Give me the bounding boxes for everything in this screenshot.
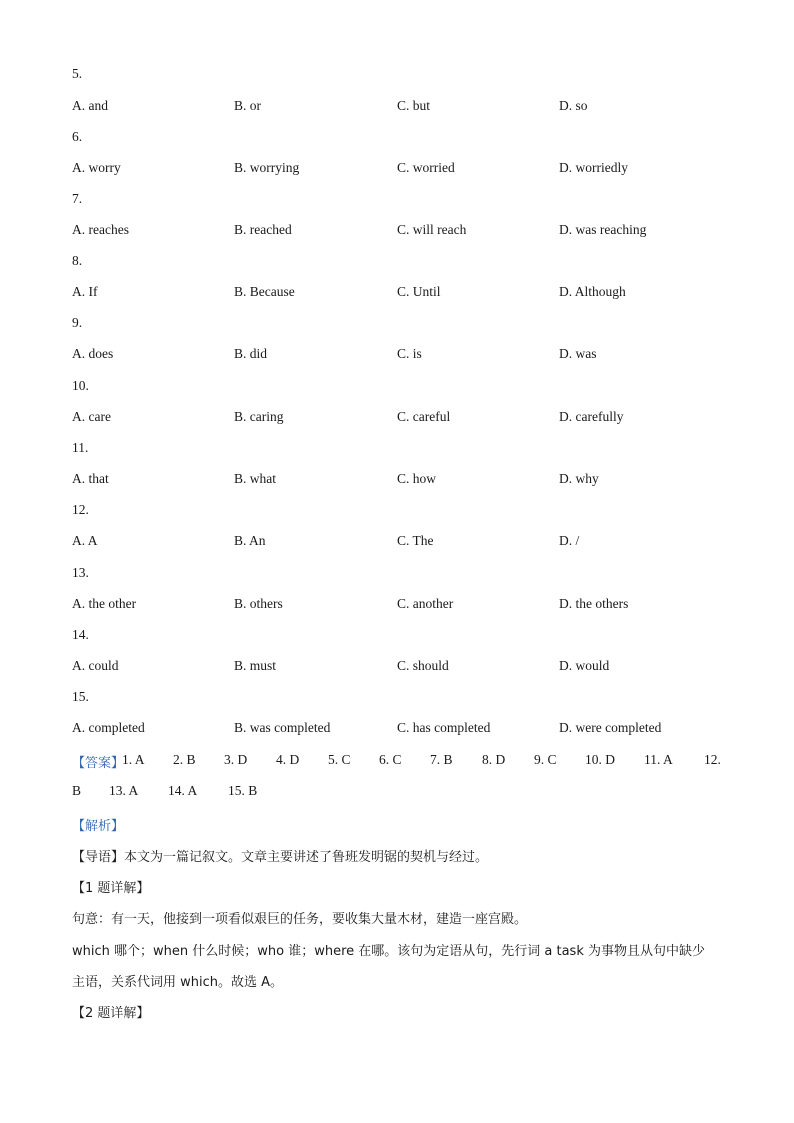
option-c: C. worried [397, 160, 455, 175]
option-a: A. completed [72, 720, 145, 735]
question-number: 8. [72, 253, 83, 268]
option-a: A. that [72, 471, 109, 486]
option-d: D. carefully [559, 409, 624, 424]
question-number: 6. [72, 129, 83, 144]
option-c: C. has completed [397, 720, 491, 735]
option-a: A. the other [72, 596, 137, 611]
question-number: 7. [72, 191, 83, 206]
option-d: D. the others [559, 596, 629, 611]
option-b: B. did [234, 346, 268, 361]
answer-item: 13. A [109, 783, 139, 798]
option-c: C. careful [397, 409, 451, 424]
question-number: 9. [72, 315, 83, 330]
q1-sentence-meaning: 句意：有一天，他接到一项看似艰巨的任务，要收集大量木材，建造一座宫殿。 [72, 912, 528, 927]
question-number: 14. [72, 627, 89, 642]
option-b: B. must [234, 658, 277, 673]
option-b: B. An [234, 533, 266, 548]
question-number: 13. [72, 565, 89, 580]
option-a: A. A [72, 533, 98, 548]
answer-item: 9. C [534, 752, 557, 767]
option-b: B. or [234, 98, 261, 113]
option-a: A. does [72, 346, 114, 361]
answer-item: 1. A [122, 752, 145, 767]
option-d: D. why [559, 471, 599, 486]
option-c: C. should [397, 658, 449, 673]
question-number: 10. [72, 378, 89, 393]
answer-item: 12. [704, 752, 721, 767]
guide-label: 【导语】 [72, 850, 125, 865]
option-d: D. / [559, 533, 580, 548]
option-a: A. could [72, 658, 119, 673]
answer-item: B [72, 783, 82, 798]
question-number: 11. [72, 440, 89, 455]
answer-item: 3. D [224, 752, 248, 767]
question-number: 15. [72, 689, 89, 704]
answer-item: 15. B [228, 783, 258, 798]
answer-item: 2. B [173, 752, 196, 767]
option-d: D. were completed [559, 720, 662, 735]
answer-item: 14. A [168, 783, 198, 798]
answer-item: 6. C [379, 752, 402, 767]
option-a: A. and [72, 98, 108, 113]
option-c: C. The [397, 533, 434, 548]
answer-item: 8. D [482, 752, 506, 767]
option-b: B. worrying [234, 160, 300, 175]
option-b: B. others [234, 596, 283, 611]
option-d: D. was reaching [559, 222, 647, 237]
question-number: 5. [72, 66, 83, 81]
option-c: C. but [397, 98, 431, 113]
option-c: C. how [397, 471, 437, 486]
q2-detail-label: 【2 题详解】 [72, 1006, 150, 1021]
question-number: 12. [72, 502, 89, 517]
option-b: B. was completed [234, 720, 331, 735]
option-d: D. so [559, 98, 588, 113]
option-b: B. what [234, 471, 276, 486]
option-a: A. care [72, 409, 111, 424]
answer-item: 4. D [276, 752, 300, 767]
option-c: C. is [397, 346, 422, 361]
guide-paragraph [72, 846, 488, 865]
guide-text: 本文为一篇记叙文。文章主要讲述了鲁班发明锯的契机与经过。 [124, 850, 489, 865]
option-b: B. caring [234, 409, 284, 424]
option-d: D. was [559, 346, 597, 361]
option-d: D. worriedly [559, 160, 628, 175]
option-b: B. reached [234, 222, 292, 237]
analysis-label: 【解析】 [72, 819, 125, 834]
answer-item: 11. A [644, 752, 673, 767]
q1-explanation-line: which 哪个；when 什么时候；who 谁；where 在哪。该句为定语从句，先行词 a task 为事物且从句中缺少 [72, 944, 705, 959]
q1-explanation-line: 主语，关系代词用 which。故选 A。 [72, 975, 284, 990]
q1-detail-label: 【1 题详解】 [72, 881, 150, 896]
option-a: A. reaches [72, 222, 129, 237]
option-d: D. Although [559, 284, 626, 299]
answer-label: 【答案】 [72, 756, 125, 771]
option-c: C. Until [397, 284, 441, 299]
answer-item: 10. D [585, 752, 615, 767]
option-d: D. would [559, 658, 610, 673]
option-b: B. Because [234, 284, 295, 299]
option-c: C. will reach [397, 222, 467, 237]
option-a: A. worry [72, 160, 121, 175]
option-a: A. If [72, 284, 98, 299]
option-c: C. another [397, 596, 454, 611]
answer-item: 5. C [328, 752, 351, 767]
answer-item: 7. B [430, 752, 453, 767]
